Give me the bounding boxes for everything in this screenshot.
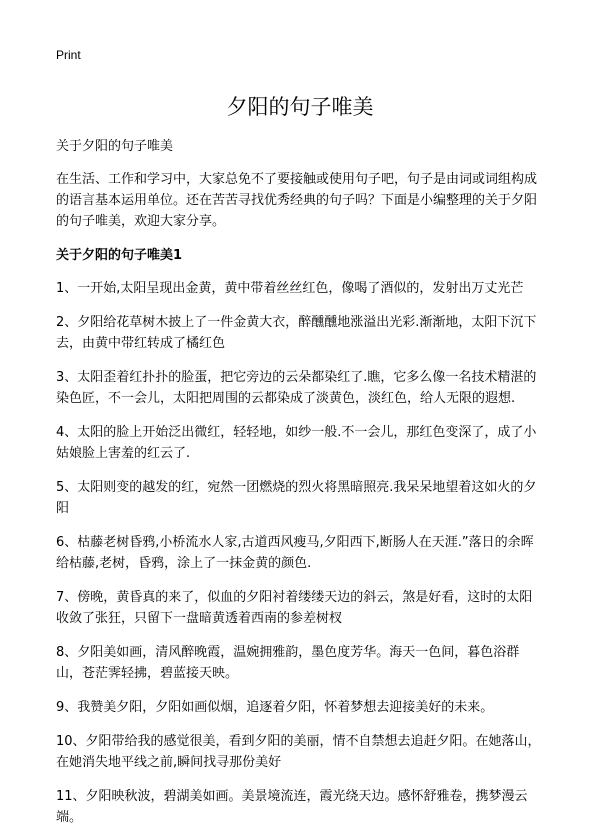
sentence-item-11: 11、夕阳映秋波，碧湖美如画。美景境流连，霞光绕天边。感怀舒雅卷，携梦漫云端。 (56, 789, 528, 825)
sentence-item-10: 10、夕阳带给我的感觉很美，看到夕阳的美丽，情不自禁想去追赶夕阳。在她落山，在她消失地平线之前,瞬间找寻那份美好 (56, 734, 541, 770)
sentence-item-9: 9、我赞美夕阳，夕阳如画似烟，追逐着夕阳，怀着梦想去迎接美好的未来。 (56, 700, 494, 715)
sentence-item-6: 6、枯藤老树昏鸦,小桥流水人家,古道西风瘦马,夕阳西下,断肠人在天涯.”落日的余晖给枯藤,老树，昏鸦，涂上了一抹金黄的颜色. (56, 535, 534, 571)
sentence-item-5: 5、太阳则变的越发的红，宛然一团燃烧的烈火将黑暗照亮.我呆呆地望着这如火的夕阳 (56, 480, 537, 516)
section-heading: 关于夕阳的句子唯美1 (56, 248, 183, 263)
sentence-item-2: 2、夕阳给花草树木披上了一件金黄大衣，醉醺醺地涨溢出光彩.渐渐地，太阳下沉下去，由黄中带红转成了橘红色 (56, 315, 537, 351)
subtitle: 关于夕阳的句子唯美 (56, 139, 174, 154)
intro-paragraph: 在生活、工作和学习中，大家总免不了要接触或使用句子吧，句子是由词或词组构成的语言基本运用单位。还在苦苦寻找优秀经典的句子吗？下面是小编整理的关于夕阳的句子唯美，欢迎大家分享。 (56, 172, 538, 229)
sentence-item-1: 1、一开始,太阳呈现出金黄，黄中带着丝丝红色，像喝了酒似的，发射出万丈光芒 (56, 281, 524, 296)
page-title: 夕阳的句子唯美 (226, 95, 374, 119)
sentence-item-3: 3、太阳歪着红扑扑的脸蛋，把它旁边的云朵都染红了.瞧，它多么像一名技术精湛的染色匠，不一会儿，太阳把周围的云都染成了淡黄色，淡红色，给人无限的遐想. (56, 370, 537, 406)
sentence-item-4: 4、太阳的脸上开始泛出微红，轻轻地，如纱一般.不一会儿，那红色变深了，成了小姑娘脸上害羞的红云了. (56, 425, 537, 461)
sentence-item-7: 7、傍晚，黄昏真的来了，似血的夕阳衬着缕缕天边的斜云，煞是好看，这时的太阳收敛了张狂，只留下一盘暗黄透着西南的参差树杈 (56, 590, 533, 626)
print-link[interactable]: Print (56, 48, 81, 62)
sentence-list (56, 278, 544, 828)
sentence-item-8: 8、夕阳美如画，清风醉晚霞，温婉拥雅韵，墨色度芳华。海天一色间，暮色浴群山，苍茫霁轻拂，碧蓝接天映。 (56, 645, 520, 681)
